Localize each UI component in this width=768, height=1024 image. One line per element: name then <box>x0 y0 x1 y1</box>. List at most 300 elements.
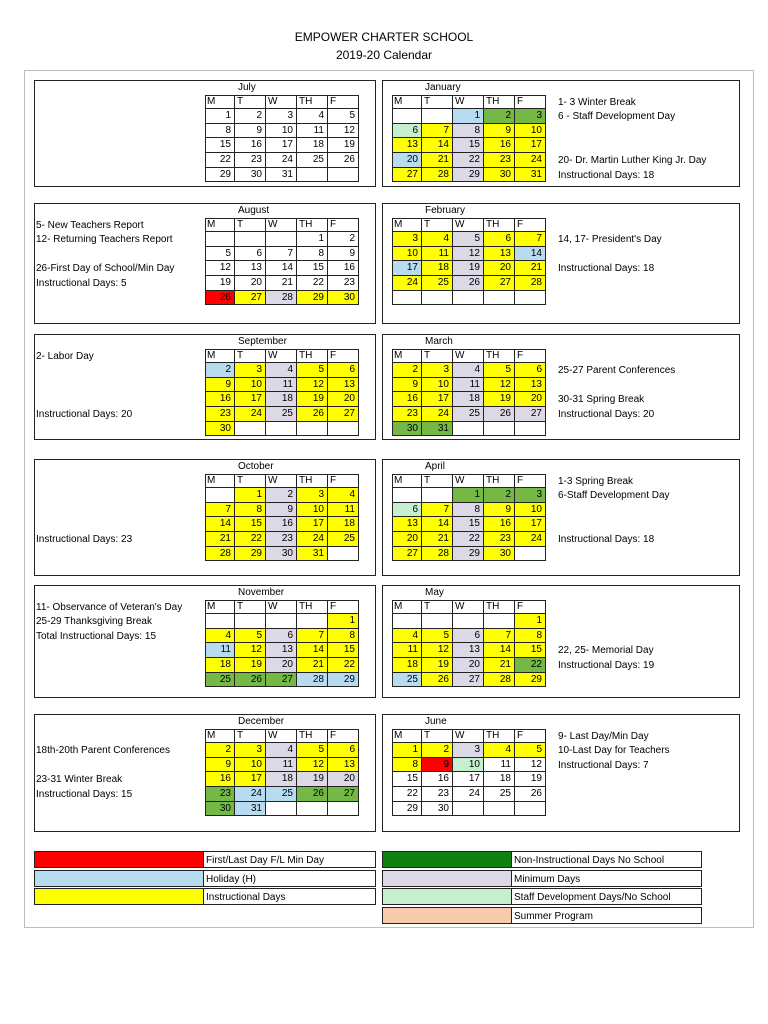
day-cell: 13 <box>392 138 422 153</box>
calendar-note: 22, 25- Memorial Day <box>558 645 654 657</box>
day-cell: 19 <box>297 392 328 407</box>
day-cell <box>484 802 515 817</box>
day-cell: 23 <box>205 787 235 802</box>
day-cell: 8 <box>515 629 546 644</box>
day-cell <box>205 232 235 247</box>
weekday-header: TH <box>297 95 328 109</box>
day-cell: 12 <box>453 247 484 262</box>
day-cell: 2 <box>266 488 297 503</box>
day-cell: 2 <box>235 109 266 124</box>
day-cell: 14 <box>484 643 515 658</box>
weekday-header: M <box>392 474 422 488</box>
day-cell: 6 <box>515 363 546 378</box>
day-cell: 29 <box>453 547 484 562</box>
day-cell: 9 <box>484 503 515 518</box>
calendar-note: 25-29 Thanksgiving Break <box>36 616 152 628</box>
day-cell: 6 <box>392 503 422 518</box>
weekday-header: T <box>235 349 266 363</box>
day-cell: 18 <box>422 261 453 276</box>
day-cell: 21 <box>266 276 297 291</box>
weekday-header: M <box>392 600 422 614</box>
day-cell: 6 <box>453 629 484 644</box>
day-cell <box>515 802 546 817</box>
day-cell: 2 <box>205 363 235 378</box>
day-cell: 29 <box>235 547 266 562</box>
day-cell: 11 <box>297 124 328 139</box>
day-cell: 5 <box>205 247 235 262</box>
day-cell: 18 <box>205 658 235 673</box>
day-cell: 14 <box>422 517 453 532</box>
calendar-note: Instructional Days: 7 <box>558 759 649 771</box>
day-cell <box>297 422 328 437</box>
day-cell: 31 <box>297 547 328 562</box>
weekday-header: TH <box>297 474 328 488</box>
day-cell: 18 <box>392 658 422 673</box>
weekday-header: F <box>515 95 546 109</box>
day-cell: 12 <box>205 261 235 276</box>
day-cell: 9 <box>266 503 297 518</box>
day-cell: 25 <box>205 673 235 688</box>
day-cell: 17 <box>392 261 422 276</box>
weekday-header: T <box>422 95 453 109</box>
weekday-header: TH <box>484 349 515 363</box>
weekday-header: TH <box>297 729 328 743</box>
day-cell: 28 <box>422 168 453 183</box>
day-cell: 22 <box>235 532 266 547</box>
day-cell: 26 <box>235 673 266 688</box>
day-cell: 13 <box>515 378 546 393</box>
weekday-header: F <box>328 218 359 232</box>
day-cell: 16 <box>422 772 453 787</box>
day-cell: 29 <box>328 673 359 688</box>
day-cell: 6 <box>392 124 422 139</box>
calendar-note: 26-First Day of School/Min Day <box>36 263 175 275</box>
day-cell: 6 <box>328 743 359 758</box>
day-cell: 6 <box>266 629 297 644</box>
legend-swatch <box>34 870 204 887</box>
day-cell: 23 <box>392 407 422 422</box>
day-cell: 14 <box>266 261 297 276</box>
weekday-header: M <box>205 729 235 743</box>
day-cell: 19 <box>235 658 266 673</box>
weekday-header: W <box>453 600 484 614</box>
day-cell: 17 <box>515 138 546 153</box>
month-name: October <box>238 461 274 472</box>
day-cell <box>205 488 235 503</box>
day-cell: 5 <box>297 743 328 758</box>
day-cell: 28 <box>422 547 453 562</box>
weekday-header: T <box>235 600 266 614</box>
day-cell: 27 <box>266 673 297 688</box>
day-cell <box>392 291 422 306</box>
day-cell: 26 <box>297 787 328 802</box>
month-name: May <box>425 587 444 598</box>
day-cell: 24 <box>515 532 546 547</box>
calendar-note: Instructional Days: 18 <box>558 534 655 545</box>
day-cell: 17 <box>422 392 453 407</box>
day-cell: 4 <box>392 629 422 644</box>
day-cell: 14 <box>515 247 546 262</box>
divider <box>392 474 393 562</box>
day-cell: 9 <box>422 758 453 773</box>
day-cell: 15 <box>328 643 359 658</box>
day-cell: 12 <box>235 643 266 658</box>
day-cell: 7 <box>515 232 546 247</box>
day-cell: 27 <box>392 547 422 562</box>
weekday-header: M <box>205 474 235 488</box>
day-cell: 11 <box>422 247 453 262</box>
day-cell: 23 <box>266 532 297 547</box>
day-cell <box>453 802 484 817</box>
day-cell: 22 <box>515 658 546 673</box>
day-cell: 13 <box>235 261 266 276</box>
day-cell: 10 <box>422 378 453 393</box>
day-cell: 8 <box>453 503 484 518</box>
divider <box>205 349 206 437</box>
day-cell <box>328 802 359 817</box>
day-cell: 10 <box>392 247 422 262</box>
day-cell: 7 <box>205 503 235 518</box>
day-cell: 17 <box>297 517 328 532</box>
day-cell: 24 <box>422 407 453 422</box>
calendar-note: Instructional Days: 20 <box>36 409 133 420</box>
day-cell: 12 <box>297 378 328 393</box>
day-cell: 2 <box>484 488 515 503</box>
weekday-header: F <box>515 600 546 614</box>
day-cell: 8 <box>205 124 235 139</box>
day-cell <box>515 422 546 437</box>
divider <box>392 95 393 183</box>
day-cell: 13 <box>328 758 359 773</box>
day-cell: 21 <box>422 153 453 168</box>
calendar-note: 14, 17- President's Day <box>558 234 662 246</box>
weekday-header: W <box>266 349 297 363</box>
weekday-header: F <box>515 729 546 743</box>
day-cell: 26 <box>422 673 453 688</box>
day-cell: 19 <box>515 772 546 787</box>
day-cell: 1 <box>205 109 235 124</box>
day-cell: 3 <box>515 109 546 124</box>
day-cell: 25 <box>453 407 484 422</box>
day-cell: 2 <box>422 743 453 758</box>
legend-swatch <box>34 851 204 868</box>
day-cell: 16 <box>392 392 422 407</box>
day-cell: 23 <box>328 276 359 291</box>
day-cell: 1 <box>235 488 266 503</box>
weekday-header: F <box>328 600 359 614</box>
day-cell: 10 <box>515 124 546 139</box>
day-cell: 11 <box>205 643 235 658</box>
day-cell: 7 <box>422 124 453 139</box>
day-cell: 22 <box>453 153 484 168</box>
day-cell: 20 <box>328 392 359 407</box>
day-cell: 29 <box>297 291 328 306</box>
day-cell: 16 <box>205 772 235 787</box>
day-cell: 1 <box>328 614 359 629</box>
weekday-header: W <box>453 95 484 109</box>
day-cell: 29 <box>205 168 235 183</box>
calendar-note: 11- Observance of Veteran's Day <box>36 601 183 613</box>
day-cell: 13 <box>328 378 359 393</box>
day-cell <box>484 614 515 629</box>
day-cell: 4 <box>297 109 328 124</box>
day-cell: 1 <box>453 488 484 503</box>
day-cell: 13 <box>266 643 297 658</box>
day-cell: 9 <box>484 124 515 139</box>
day-cell: 25 <box>297 153 328 168</box>
day-cell: 9 <box>205 758 235 773</box>
day-cell: 22 <box>453 532 484 547</box>
day-cell: 26 <box>515 787 546 802</box>
day-cell: 5 <box>328 109 359 124</box>
day-cell: 15 <box>515 643 546 658</box>
day-cell <box>392 614 422 629</box>
weekday-header: W <box>453 474 484 488</box>
legend-swatch <box>382 851 512 868</box>
day-cell <box>453 614 484 629</box>
day-cell: 10 <box>453 758 484 773</box>
day-cell: 3 <box>266 109 297 124</box>
calendar-note: 6-Staff Development Day <box>558 490 670 502</box>
day-cell: 24 <box>235 787 266 802</box>
day-cell: 9 <box>328 247 359 262</box>
day-cell: 23 <box>235 153 266 168</box>
day-cell: 28 <box>266 291 297 306</box>
day-cell: 16 <box>328 261 359 276</box>
day-cell: 15 <box>453 517 484 532</box>
day-cell <box>297 614 328 629</box>
weekday-header: T <box>235 729 266 743</box>
day-cell <box>422 614 453 629</box>
day-cell: 25 <box>484 787 515 802</box>
divider <box>205 729 206 817</box>
day-cell: 30 <box>484 547 515 562</box>
day-cell: 27 <box>392 168 422 183</box>
day-cell: 20 <box>453 658 484 673</box>
day-cell: 13 <box>453 643 484 658</box>
weekday-header: M <box>392 95 422 109</box>
legend-label: Staff Development Days/No School <box>512 888 702 905</box>
day-cell: 5 <box>235 629 266 644</box>
day-cell: 5 <box>422 629 453 644</box>
weekday-header: T <box>235 95 266 109</box>
day-cell <box>328 422 359 437</box>
day-cell: 1 <box>453 109 484 124</box>
weekday-header: TH <box>484 729 515 743</box>
day-cell: 19 <box>422 658 453 673</box>
month-name: September <box>238 336 287 347</box>
divider <box>392 349 393 437</box>
day-cell: 11 <box>266 758 297 773</box>
day-cell: 12 <box>422 643 453 658</box>
day-cell: 18 <box>328 517 359 532</box>
day-cell: 8 <box>453 124 484 139</box>
day-cell: 7 <box>484 629 515 644</box>
day-cell: 5 <box>297 363 328 378</box>
legend-label: Minimum Days <box>512 870 702 887</box>
day-cell: 4 <box>328 488 359 503</box>
day-cell: 30 <box>235 168 266 183</box>
day-cell: 8 <box>235 503 266 518</box>
day-cell: 8 <box>328 629 359 644</box>
day-cell: 15 <box>205 138 235 153</box>
calendar-note: Instructional Days: 18 <box>558 263 655 275</box>
day-cell <box>392 488 422 503</box>
day-cell: 30 <box>392 422 422 437</box>
day-cell: 16 <box>205 392 235 407</box>
day-cell: 26 <box>453 276 484 291</box>
divider <box>205 474 206 562</box>
weekday-header: F <box>515 349 546 363</box>
weekday-header: TH <box>297 349 328 363</box>
day-cell: 7 <box>297 629 328 644</box>
day-cell: 27 <box>484 276 515 291</box>
day-cell: 20 <box>266 658 297 673</box>
day-cell: 3 <box>453 743 484 758</box>
day-cell <box>328 547 359 562</box>
legend-label: Summer Program <box>512 907 702 924</box>
day-cell: 19 <box>297 772 328 787</box>
day-cell: 7 <box>266 247 297 262</box>
day-cell: 23 <box>484 532 515 547</box>
day-cell: 11 <box>484 758 515 773</box>
day-cell: 16 <box>484 138 515 153</box>
day-cell: 28 <box>205 547 235 562</box>
day-cell: 18 <box>266 392 297 407</box>
weekday-header: T <box>235 474 266 488</box>
day-cell: 17 <box>235 772 266 787</box>
day-cell: 23 <box>484 153 515 168</box>
divider <box>392 218 393 306</box>
day-cell: 11 <box>453 378 484 393</box>
calendar-note: 1-3 Spring Break <box>558 475 634 487</box>
day-cell: 30 <box>205 422 235 437</box>
day-cell <box>515 291 546 306</box>
weekday-header: M <box>392 218 422 232</box>
weekday-header: TH <box>297 600 328 614</box>
day-cell: 7 <box>422 503 453 518</box>
day-cell <box>422 291 453 306</box>
day-cell: 1 <box>392 743 422 758</box>
day-cell: 17 <box>515 517 546 532</box>
day-cell: 25 <box>328 532 359 547</box>
divider <box>205 95 206 183</box>
day-cell: 20 <box>235 276 266 291</box>
day-cell: 1 <box>515 614 546 629</box>
day-cell: 24 <box>453 787 484 802</box>
legend-label: Non-Instructional Days No School <box>512 851 702 868</box>
calendar-note: 20- Dr. Martin Luther King Jr. Day <box>558 155 707 166</box>
calendar-note: 10-Last Day for Teachers <box>558 745 670 757</box>
day-cell: 14 <box>297 643 328 658</box>
day-cell: 10 <box>235 378 266 393</box>
weekday-header: TH <box>297 218 328 232</box>
month-name: November <box>238 587 285 598</box>
weekday-header: W <box>266 218 297 232</box>
calendar-note: 30-31 Spring Break <box>558 394 645 406</box>
day-cell <box>205 614 235 629</box>
weekday-header: T <box>422 600 453 614</box>
calendar-note: 2- Labor Day <box>36 350 94 362</box>
day-cell <box>484 291 515 306</box>
calendar-note: 18th-20th Parent Conferences <box>36 745 170 757</box>
day-cell: 25 <box>266 787 297 802</box>
day-cell: 3 <box>297 488 328 503</box>
day-cell: 24 <box>515 153 546 168</box>
day-cell: 14 <box>422 138 453 153</box>
weekday-header: F <box>328 729 359 743</box>
calendar-note: 25-27 Parent Conferences <box>558 365 676 377</box>
day-cell: 28 <box>515 276 546 291</box>
calendar-note: Instructional Days: 18 <box>558 169 655 181</box>
legend-label: First/Last Day F/L Min Day <box>204 851 376 868</box>
weekday-header: F <box>328 474 359 488</box>
day-cell: 18 <box>484 772 515 787</box>
day-cell <box>266 422 297 437</box>
day-cell: 22 <box>205 153 235 168</box>
day-cell: 11 <box>328 503 359 518</box>
day-cell: 4 <box>422 232 453 247</box>
calendar-note: 9- Last Day/Min Day <box>558 730 649 742</box>
day-cell: 24 <box>266 153 297 168</box>
day-cell: 9 <box>235 124 266 139</box>
calendar-note: 5- New Teachers Report <box>36 219 144 231</box>
weekday-header: T <box>422 349 453 363</box>
day-cell: 9 <box>205 378 235 393</box>
day-cell: 18 <box>297 138 328 153</box>
divider <box>392 729 393 817</box>
day-cell <box>266 802 297 817</box>
day-cell: 3 <box>422 363 453 378</box>
day-cell: 3 <box>392 232 422 247</box>
month-name: March <box>425 336 453 347</box>
weekday-header: M <box>205 218 235 232</box>
day-cell: 16 <box>235 138 266 153</box>
day-cell <box>453 422 484 437</box>
day-cell: 17 <box>235 392 266 407</box>
day-cell: 5 <box>453 232 484 247</box>
day-cell: 31 <box>266 168 297 183</box>
day-cell: 31 <box>515 168 546 183</box>
day-cell: 30 <box>266 547 297 562</box>
day-cell: 25 <box>392 673 422 688</box>
day-cell: 26 <box>205 291 235 306</box>
day-cell <box>297 168 328 183</box>
day-cell: 30 <box>205 802 235 817</box>
day-cell: 21 <box>515 261 546 276</box>
day-cell: 17 <box>266 138 297 153</box>
day-cell: 19 <box>484 392 515 407</box>
calendar-note: Instructional Days: 15 <box>36 789 133 800</box>
day-cell: 10 <box>266 124 297 139</box>
legend-swatch <box>382 907 512 924</box>
weekday-header: T <box>422 729 453 743</box>
month-name: June <box>425 716 447 727</box>
day-cell: 23 <box>422 787 453 802</box>
day-cell: 2 <box>328 232 359 247</box>
legend-swatch <box>382 870 512 887</box>
day-cell: 31 <box>235 802 266 817</box>
day-cell: 16 <box>484 517 515 532</box>
legend-label: Instructional Days <box>204 888 376 905</box>
divider <box>205 218 206 306</box>
day-cell: 14 <box>205 517 235 532</box>
day-cell: 20 <box>392 532 422 547</box>
day-cell: 4 <box>484 743 515 758</box>
day-cell: 21 <box>422 532 453 547</box>
weekday-header: M <box>205 600 235 614</box>
school-name: EMPOWER CHARTER SCHOOL <box>294 30 474 44</box>
